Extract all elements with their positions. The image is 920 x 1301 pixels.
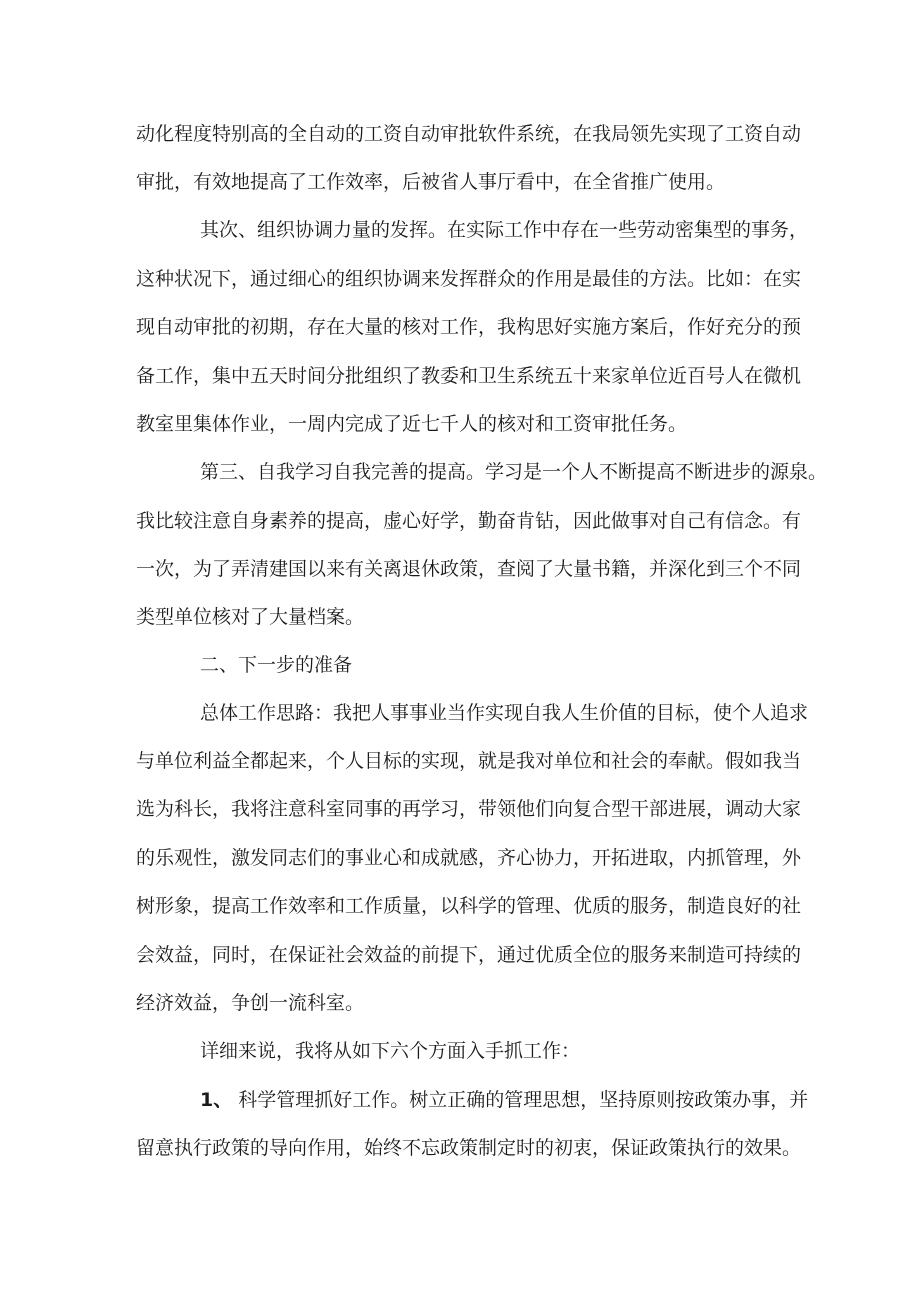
paragraph-line: 教室里集体作业，一周内完成了近七千人的核对和工资审批任务。 xyxy=(136,413,688,435)
paragraph-line: 现自动审批的初期，存在大量的核对工作，我构思好实施方案后，作好充分的预 xyxy=(136,316,802,338)
paragraph-line: 树形象，提高工作效率和工作质量，以科学的管理、优质的服务，制造良好的社 xyxy=(136,895,802,917)
paragraph-line: 其次、组织协调力量的发挥。在实际工作中存在一些劳动密集型的事务， xyxy=(200,219,809,241)
paragraph-line: 详细来说，我将从如下六个方面入手抓工作： xyxy=(200,1040,581,1062)
paragraph-line: 这种状况下，通过细心的组织协调来发挥群众的作用是最佳的方法。比如：在实 xyxy=(136,268,802,290)
section-heading: 二、下一步的准备 xyxy=(200,654,353,676)
paragraph-line: 一次，为了弄清建国以来有关离退休政策，查阅了大量书籍，并深化到三个不同 xyxy=(136,558,802,580)
paragraph-line: 类型单位核对了大量档案。 xyxy=(136,606,365,628)
paragraph-line: 会效益，同时，在保证社会效益的前提下，通过优质全位的服务来制造可持续的 xyxy=(136,944,802,966)
paragraph-line: 留意执行政策的导向作用，始终不忘政策制定时的初衷，保证政策执行的效果。 xyxy=(136,1137,802,1159)
paragraph-line: 我比较注意自身素养的提高，虚心好学，勤奋肯钻，因此做事对自己有信念。有 xyxy=(136,510,802,532)
paragraph-text: 科学管理抓好工作。树立正确的管理思想，坚持原则按政策办事，并 xyxy=(238,1089,809,1111)
paragraph-line: 经济效益，争创一流科室。 xyxy=(136,992,365,1014)
numbered-paragraph-line xyxy=(200,1080,809,1120)
paragraph-line: 选为科长，我将注意科室同事的再学习，带领他们向复合型干部进展，调动大家 xyxy=(136,798,802,820)
paragraph-line: 的乐观性，激发同志们的事业心和成就感，齐心协力，开拓进取，内抓管理，外 xyxy=(136,847,802,869)
paragraph-line: 第三、自我学习自我完善的提高。学习是一个人不断提高不断进步的源泉。 xyxy=(200,461,828,483)
paragraph-line: 总体工作思路：我把人事事业当作实现自我人生价值的目标，使个人追求 xyxy=(200,702,809,724)
paragraph-line: 与单位利益全都起来，个人目标的实现，就是我对单位和社会的奉献。假如我当 xyxy=(136,750,802,772)
paragraph-line: 备工作，集中五天时间分批组织了教委和卫生系统五十来家单位近百号人在微机 xyxy=(136,365,802,387)
list-number: 1、 xyxy=(200,1089,233,1111)
paragraph-line: 动化程度特别高的全自动的工资自动审批软件系统，在我局领先实现了工资自动 xyxy=(136,123,802,145)
paragraph-line: 审批，有效地提高了工作效率，后被省人事厅看中，在全省推广使用。 xyxy=(136,171,726,193)
